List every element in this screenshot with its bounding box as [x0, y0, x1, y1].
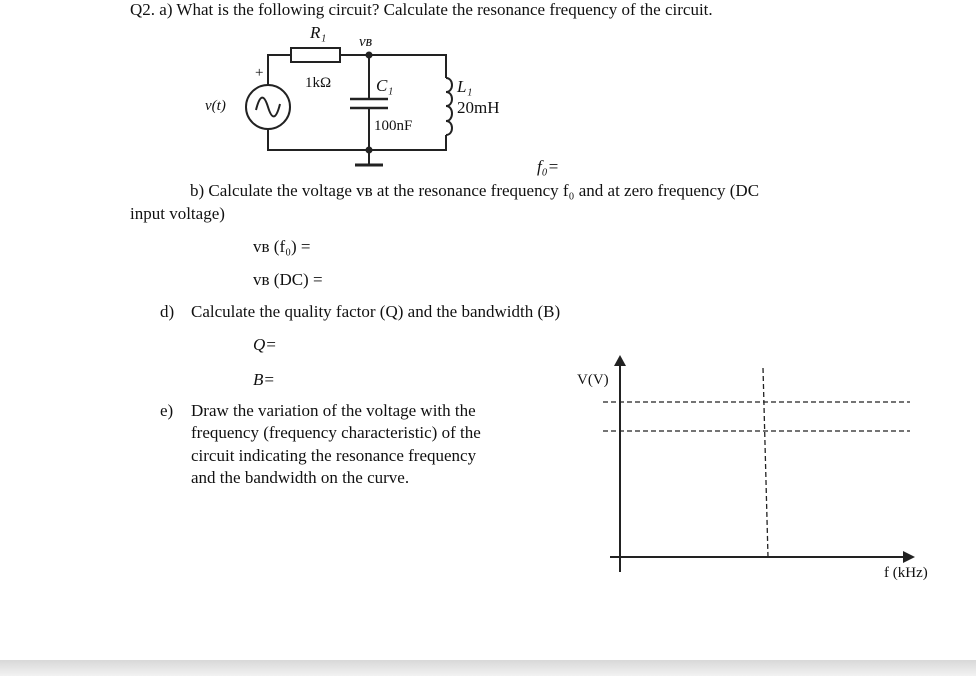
inductor-l1 — [446, 78, 452, 135]
question-e-line: frequency (frequency characteristic) of the — [191, 423, 481, 442]
node-bottom — [366, 147, 373, 154]
l1-value: 20mH — [457, 98, 500, 117]
dashed-line-vertical — [763, 368, 768, 557]
question-e-marker: e) — [160, 401, 174, 420]
vb-node-label: vʙ — [359, 34, 373, 50]
question-d: Calculate the quality factor (Q) and the bandwidth (B) — [191, 302, 561, 321]
question-e-line: and the bandwidth on the curve. — [191, 468, 410, 487]
question-b: b) Calculate the voltage vʙ at the resonance frequency f₀ and at zero frequency (DC — [190, 181, 760, 200]
r1-value: 1kΩ — [305, 75, 332, 91]
l1-label: L₁ — [457, 77, 473, 96]
x-axis-arrow — [903, 551, 915, 563]
b-answer: B= — [253, 370, 275, 389]
capacitor-plates — [350, 99, 388, 108]
vb-f0-answer: vʙ (f₀) = — [253, 237, 311, 256]
graph-y-label: V(V) — [577, 372, 609, 388]
resistor-r1 — [291, 48, 340, 62]
c1-label: C₁ — [376, 76, 394, 95]
y-axis-arrow — [614, 355, 626, 366]
question-b-cont: input voltage) — [130, 204, 225, 223]
q-answer: Q= — [253, 335, 277, 354]
source-label: v(t) — [205, 98, 226, 114]
graph-x-label: f (kHz) — [884, 565, 928, 581]
bottom-bar — [0, 660, 976, 676]
vb-dc-answer: vʙ (DC) = — [253, 270, 323, 289]
f0-answer: f₀= — [537, 157, 560, 176]
question-d-marker: d) — [160, 302, 175, 321]
r1-label: R₁ — [310, 23, 327, 42]
question-e-line: Draw the variation of the voltage with the — [191, 401, 476, 420]
question-a: Q2. a) What is the following circuit? Calculate the resonance frequency of the circuit. — [130, 0, 713, 19]
c1-value: 100nF — [374, 118, 413, 134]
wire-left — [268, 55, 446, 150]
plus-sign: + — [255, 65, 264, 81]
node-top — [366, 52, 373, 59]
question-e-line: circuit indicating the resonance frequency — [191, 446, 477, 465]
frequency-graph — [603, 355, 915, 572]
